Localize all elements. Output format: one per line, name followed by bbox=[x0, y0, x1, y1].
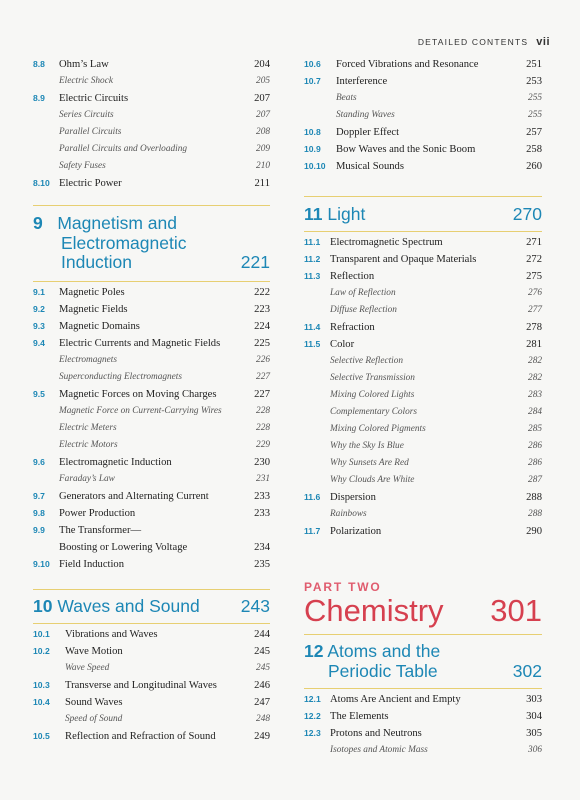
entry-list bbox=[33, 629, 270, 748]
running-header bbox=[418, 36, 550, 48]
section-title: Why Clouds Are White bbox=[330, 475, 415, 485]
section-title: Parallel Circuits and Overloading bbox=[59, 144, 187, 154]
section-page: 227 bbox=[254, 388, 270, 400]
section-title: Reflection and Refraction of Sound bbox=[65, 730, 216, 742]
section-title: Beats bbox=[336, 93, 357, 103]
chapter-rule bbox=[33, 281, 270, 282]
chapter-number: 10 bbox=[33, 595, 53, 616]
toc-entry bbox=[304, 127, 542, 144]
toc-entry bbox=[33, 287, 270, 304]
toc-entry bbox=[33, 93, 270, 110]
toc-entry bbox=[304, 237, 542, 254]
section-page: 234 bbox=[254, 541, 270, 553]
section-page: 209 bbox=[256, 144, 270, 154]
section-page: 282 bbox=[528, 356, 542, 366]
section-page: 304 bbox=[526, 711, 542, 722]
section-title: Selective Reflection bbox=[330, 356, 404, 366]
toc-subentry bbox=[33, 355, 270, 372]
section-page: 228 bbox=[256, 405, 270, 416]
toc-entry bbox=[33, 338, 270, 355]
section-title: Bow Waves and the Sonic Boom bbox=[336, 144, 476, 155]
section-title: Generators and Alternating Current bbox=[59, 490, 209, 502]
section-page: 278 bbox=[526, 322, 542, 333]
section-title: Standing Waves bbox=[336, 110, 395, 120]
section-page: 257 bbox=[526, 127, 542, 138]
section-number: 10.7 bbox=[304, 76, 321, 86]
toc-subentry bbox=[304, 110, 542, 127]
section-title: Safety Fuses bbox=[59, 161, 106, 171]
toc-subentry bbox=[304, 458, 542, 475]
toc-subentry bbox=[33, 423, 270, 440]
section-page: 286 bbox=[528, 458, 542, 468]
section-page: 249 bbox=[254, 730, 270, 742]
toc-entry bbox=[33, 525, 270, 542]
section-page: 211 bbox=[254, 178, 270, 189]
section-title: Wave Motion bbox=[65, 645, 123, 657]
toc-entry bbox=[304, 76, 542, 93]
section-title: Field Induction bbox=[59, 558, 125, 570]
chapter-rule bbox=[304, 231, 542, 232]
section-page: 245 bbox=[254, 645, 270, 657]
chapter-number: 12 bbox=[304, 641, 324, 661]
section-title: Electric Meters bbox=[59, 422, 117, 433]
section-number: 12.1 bbox=[304, 694, 321, 704]
toc-entry bbox=[33, 646, 270, 663]
section-title: Magnetic Domains bbox=[59, 320, 140, 332]
section-title: Protons and Neutrons bbox=[330, 728, 422, 739]
toc-entry bbox=[304, 254, 542, 271]
chapter-number: 9 bbox=[33, 213, 43, 233]
chapter-rule bbox=[33, 589, 270, 590]
section-number: 11.6 bbox=[304, 492, 321, 502]
section-title: Diffuse Reflection bbox=[330, 305, 397, 315]
section-number: 10.8 bbox=[304, 127, 321, 137]
section-page: 244 bbox=[254, 628, 270, 640]
entry-list bbox=[304, 59, 542, 178]
toc-subentry bbox=[304, 373, 542, 390]
chapter-page: 243 bbox=[240, 595, 270, 616]
toc-subentry bbox=[33, 127, 270, 144]
section-page: 233 bbox=[254, 507, 270, 519]
section-page: 272 bbox=[526, 254, 542, 265]
section-page: 235 bbox=[254, 558, 270, 570]
section-page: 223 bbox=[254, 303, 270, 315]
toc-entry bbox=[33, 697, 270, 714]
section-title: Why the Sky Is Blue bbox=[330, 441, 404, 451]
toc-subentry bbox=[33, 440, 270, 457]
section-title: Ohm’s Law bbox=[59, 59, 109, 70]
entry-list bbox=[304, 694, 542, 762]
toc-subentry bbox=[33, 110, 270, 127]
toc-entry bbox=[33, 680, 270, 697]
section-title: Electric Power bbox=[59, 178, 122, 189]
section-page: 208 bbox=[256, 127, 270, 137]
section-page: 210 bbox=[256, 161, 270, 171]
section-title: The Transformer— bbox=[59, 524, 142, 536]
section-number: 11.2 bbox=[304, 254, 321, 264]
toc-entry bbox=[33, 457, 270, 474]
section-page: 305 bbox=[526, 728, 542, 739]
section-page: 222 bbox=[254, 286, 270, 298]
section-page: 271 bbox=[526, 237, 542, 248]
section-number: 10.6 bbox=[304, 59, 321, 69]
toc-entry bbox=[33, 542, 270, 559]
section-page: 233 bbox=[254, 490, 270, 502]
section-number: 10.9 bbox=[304, 144, 321, 154]
section-title: Forced Vibrations and Resonance bbox=[336, 59, 479, 70]
section-number: 10.5 bbox=[33, 730, 50, 741]
section-number: 9.2 bbox=[33, 303, 45, 314]
toc-entry bbox=[304, 59, 542, 76]
toc-subentry bbox=[304, 407, 542, 424]
section-page: 286 bbox=[528, 441, 542, 451]
section-page: 255 bbox=[528, 93, 542, 103]
section-number: 9.1 bbox=[33, 286, 45, 297]
page-number: vii bbox=[536, 36, 550, 48]
section-number: 11.4 bbox=[304, 322, 321, 332]
part-title-text: Chemistry bbox=[304, 593, 444, 628]
toc-entry bbox=[304, 339, 542, 356]
section-page: 288 bbox=[526, 492, 542, 503]
toc-entry bbox=[33, 321, 270, 338]
section-number: 10.1 bbox=[33, 628, 50, 639]
section-page: 225 bbox=[254, 337, 270, 349]
section-title: The Elements bbox=[330, 711, 389, 722]
section-page: 245 bbox=[256, 662, 270, 673]
section-title: Superconducting Electromagnets bbox=[59, 371, 182, 382]
chapter-rule bbox=[304, 634, 542, 635]
section-page: 251 bbox=[526, 59, 542, 70]
section-page: 248 bbox=[256, 713, 270, 724]
section-title: Electromagnets bbox=[59, 354, 118, 365]
section-title: Interference bbox=[336, 76, 388, 87]
section-number: 9.7 bbox=[33, 490, 45, 501]
toc-subentry bbox=[304, 390, 542, 407]
section-page: 228 bbox=[256, 422, 270, 433]
toc-entry bbox=[304, 711, 542, 728]
section-title: Mixing Colored Lights bbox=[330, 390, 415, 400]
section-page: 303 bbox=[526, 694, 542, 705]
running-header-label: DETAILED CONTENTS bbox=[417, 37, 529, 47]
toc-entry bbox=[33, 59, 270, 76]
section-title: Color bbox=[330, 339, 355, 350]
section-title: Parallel Circuits bbox=[59, 127, 122, 137]
section-number: 9.9 bbox=[33, 524, 45, 535]
section-number: 9.5 bbox=[33, 388, 45, 399]
section-title: Atoms Are Ancient and Empty bbox=[330, 694, 461, 705]
section-page: 204 bbox=[254, 59, 270, 70]
section-page: 276 bbox=[528, 288, 542, 298]
toc-subentry bbox=[304, 356, 542, 373]
section-title: Magnetic Forces on Moving Charges bbox=[59, 388, 217, 400]
section-title: Doppler Effect bbox=[336, 127, 400, 138]
section-page: 227 bbox=[256, 371, 270, 382]
section-title: Dispersion bbox=[330, 492, 376, 503]
chapter-number: 11 bbox=[304, 204, 323, 224]
section-number: 12.2 bbox=[304, 711, 321, 721]
part-label: PART TWO bbox=[304, 580, 382, 594]
section-number: 10.10 bbox=[304, 161, 326, 171]
toc-entry bbox=[33, 629, 270, 646]
chapter-title-line: Induction bbox=[61, 252, 133, 272]
toc-subentry bbox=[304, 288, 542, 305]
section-number: 12.3 bbox=[304, 728, 321, 738]
chapter-rule bbox=[33, 205, 270, 206]
section-page: 288 bbox=[528, 509, 542, 519]
entry-list bbox=[33, 287, 270, 576]
section-title: Magnetic Poles bbox=[59, 286, 125, 298]
chapter-12-heading bbox=[304, 641, 542, 681]
section-title: Refraction bbox=[330, 322, 375, 333]
toc-subentry bbox=[304, 509, 542, 526]
section-page: 255 bbox=[528, 110, 542, 120]
section-title: Law of Reflection bbox=[330, 288, 396, 298]
part-title bbox=[304, 594, 542, 628]
section-page: 207 bbox=[256, 110, 270, 120]
section-number: 11.7 bbox=[304, 526, 321, 536]
chapter-title-line: Electromagnetic bbox=[61, 232, 187, 253]
section-page: 287 bbox=[528, 475, 542, 485]
section-number: 11.3 bbox=[304, 271, 321, 281]
toc-subentry bbox=[33, 76, 270, 93]
section-title: Isotopes and Atomic Mass bbox=[330, 745, 428, 755]
section-title: Electric Circuits bbox=[59, 93, 129, 104]
section-page: 258 bbox=[526, 144, 542, 155]
right-column bbox=[304, 59, 542, 762]
toc-entry bbox=[304, 161, 542, 178]
section-number: 8.8 bbox=[33, 59, 45, 69]
toc-subentry bbox=[33, 406, 270, 423]
section-title: Electric Motors bbox=[59, 439, 118, 450]
toc-subentry bbox=[304, 441, 542, 458]
section-title: Transparent and Opaque Materials bbox=[330, 254, 477, 265]
section-title: Speed of Sound bbox=[65, 713, 123, 724]
toc-entry bbox=[304, 694, 542, 711]
toc-entry bbox=[304, 144, 542, 161]
section-page: 306 bbox=[528, 745, 542, 755]
toc-entry bbox=[33, 491, 270, 508]
left-column bbox=[33, 59, 270, 748]
section-number: 10.2 bbox=[33, 645, 50, 656]
section-title: Transverse and Longitudinal Waves bbox=[65, 679, 217, 691]
toc-entry bbox=[304, 728, 542, 745]
section-page: 282 bbox=[528, 373, 542, 383]
toc-subentry bbox=[33, 714, 270, 731]
chapter-title: Waves and Sound bbox=[57, 595, 200, 616]
section-number: 8.10 bbox=[33, 178, 50, 188]
section-number: 9.6 bbox=[33, 456, 45, 467]
section-title: Electric Shock bbox=[59, 76, 113, 86]
toc-subentry bbox=[33, 144, 270, 161]
section-title: Polarization bbox=[330, 526, 382, 537]
part-page: 301 bbox=[490, 593, 542, 628]
section-page: 205 bbox=[256, 76, 270, 86]
toc-subentry bbox=[304, 745, 542, 762]
section-number: 11.5 bbox=[304, 339, 321, 349]
section-title: Complementary Colors bbox=[330, 407, 418, 417]
chapter-page: 302 bbox=[512, 661, 542, 681]
section-page: 284 bbox=[528, 407, 542, 417]
section-title: Reflection bbox=[330, 271, 375, 282]
section-number: 9.10 bbox=[33, 558, 50, 569]
section-number: 10.4 bbox=[33, 696, 50, 707]
chapter-rule bbox=[304, 196, 542, 197]
chapter-page: 270 bbox=[512, 204, 542, 224]
section-title: Electromagnetic Induction bbox=[59, 456, 172, 468]
section-title: Rainbows bbox=[330, 509, 367, 519]
chapter-rule bbox=[304, 688, 542, 689]
toc-entry bbox=[304, 271, 542, 288]
chapter-title-line: Atoms and the bbox=[327, 641, 441, 661]
section-title: Boosting or Lowering Voltage bbox=[59, 541, 188, 553]
section-number: 9.8 bbox=[33, 507, 45, 518]
section-number: 8.9 bbox=[33, 93, 45, 103]
chapter-10-heading bbox=[33, 596, 270, 616]
toc-subentry bbox=[304, 93, 542, 110]
toc-subentry bbox=[33, 663, 270, 680]
section-page: 229 bbox=[256, 439, 270, 450]
section-page: 230 bbox=[254, 456, 270, 468]
entry-list bbox=[33, 59, 270, 195]
chapter-9-heading bbox=[33, 214, 270, 273]
toc-entry bbox=[304, 526, 542, 543]
toc-entry bbox=[33, 559, 270, 576]
section-title: Mixing Colored Pigments bbox=[330, 424, 426, 434]
section-page: 281 bbox=[526, 339, 542, 350]
toc-entry bbox=[33, 731, 270, 748]
section-page: 207 bbox=[254, 93, 270, 104]
section-page: 285 bbox=[528, 424, 542, 434]
section-page: 246 bbox=[254, 679, 270, 691]
toc-entry bbox=[304, 322, 542, 339]
section-page: 260 bbox=[526, 161, 542, 172]
toc-subentry bbox=[304, 305, 542, 322]
chapter-rule bbox=[33, 623, 270, 624]
chapter-title: Light bbox=[327, 204, 366, 224]
toc-entry bbox=[33, 508, 270, 525]
section-title: Magnetic Force on Current-Carrying Wires bbox=[59, 405, 222, 416]
toc-subentry bbox=[33, 474, 270, 491]
section-page: 224 bbox=[254, 320, 270, 332]
section-title: Musical Sounds bbox=[336, 161, 404, 172]
chapter-title-line: Periodic Table bbox=[328, 661, 438, 681]
toc-entry bbox=[33, 304, 270, 321]
section-title: Sound Waves bbox=[65, 696, 123, 708]
section-title: Power Production bbox=[59, 507, 136, 519]
section-number: 11.1 bbox=[304, 237, 321, 247]
chapter-title-line: Magnetism and bbox=[57, 213, 177, 233]
section-page: 247 bbox=[254, 696, 270, 708]
section-page: 290 bbox=[526, 526, 542, 537]
chapter-11-heading bbox=[304, 204, 542, 224]
section-page: 253 bbox=[526, 76, 542, 87]
toc-entry bbox=[304, 492, 542, 509]
toc-subentry bbox=[304, 424, 542, 441]
section-title: Electric Currents and Magnetic Fields bbox=[59, 337, 221, 349]
section-title: Wave Speed bbox=[65, 662, 110, 673]
section-page: 275 bbox=[526, 271, 542, 282]
section-page: 283 bbox=[528, 390, 542, 400]
section-title: Faraday’s Law bbox=[59, 473, 115, 484]
section-title: Series Circuits bbox=[59, 110, 114, 120]
section-number: 10.3 bbox=[33, 679, 50, 690]
toc-entry bbox=[33, 389, 270, 406]
toc-subentry bbox=[33, 161, 270, 178]
section-number: 9.4 bbox=[33, 337, 45, 348]
section-page: 226 bbox=[256, 354, 270, 365]
toc-subentry bbox=[304, 475, 542, 492]
section-page: 231 bbox=[256, 473, 270, 484]
chapter-page: 221 bbox=[240, 252, 270, 272]
section-title: Selective Transmission bbox=[330, 373, 415, 383]
section-title: Vibrations and Waves bbox=[65, 628, 158, 640]
section-page: 277 bbox=[528, 305, 542, 315]
section-number: 9.3 bbox=[33, 320, 45, 331]
toc-subentry bbox=[33, 372, 270, 389]
section-title: Why Sunsets Are Red bbox=[330, 458, 409, 468]
entry-list bbox=[304, 237, 542, 543]
section-title: Magnetic Fields bbox=[59, 303, 128, 315]
toc-entry bbox=[33, 178, 270, 195]
section-title: Electromagnetic Spectrum bbox=[330, 237, 443, 248]
